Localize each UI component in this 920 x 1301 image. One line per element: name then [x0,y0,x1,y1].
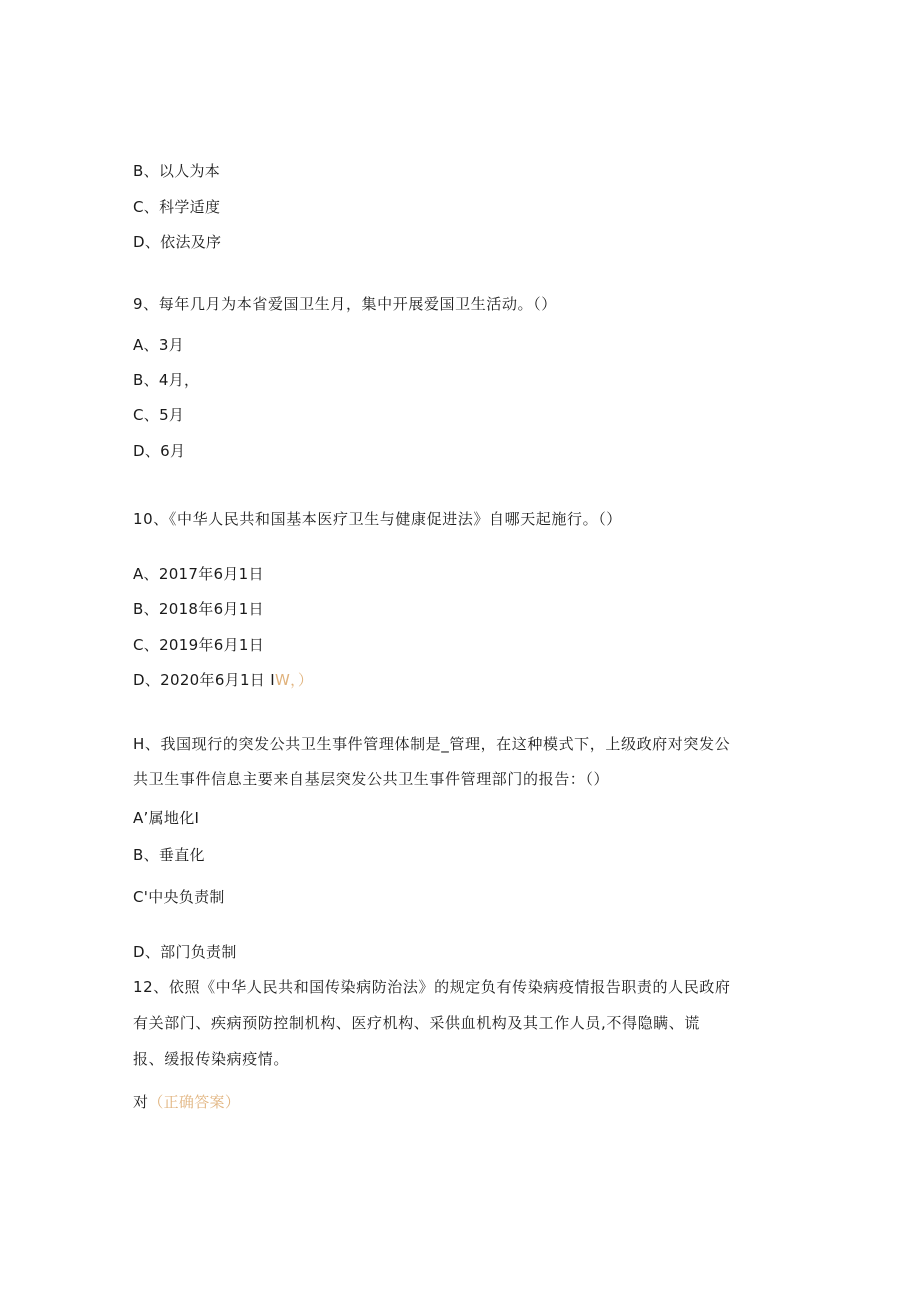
q8-option-c: C、科学适度 [133,198,221,216]
q11-option-c: C'中央负责制 [133,888,225,906]
q12-question-line-3: 报、缓报传染病疫情。 [133,1050,290,1068]
q10-option-a: A、2017年6月1日 [133,565,264,583]
q8-option-d: D、依法及序 [133,233,222,251]
q11-option-d: D、部门负责制 [133,943,237,961]
q8-option-b: B、以人为本 [133,162,221,180]
q10-option-d [133,670,313,690]
q10-answer-mark-prefix: I [270,671,275,689]
q12-answer-text: 对 [133,1093,149,1111]
q10-question: 10、《中华人民共和国基本医疗卫生与健康促进法》自哪天起施行。（） [133,510,622,528]
q9-option-b: B、4月， [133,371,200,389]
q9-question: 9、每年几月为本省爱国卫生月，集中开展爱国卫生活动。（） [133,295,557,313]
q12-answer-note: （正确答案） [148,1093,241,1111]
q10-option-c: C、2019年6月1日 [133,636,265,654]
q9-option-d: D、6月 [133,442,186,460]
q12-answer [133,1092,240,1112]
q11-option-b: B、垂直化 [133,846,205,864]
q10-option-b: B、2018年6月1日 [133,600,264,618]
q11-question-line-2: 共卫生事件信息主要来自基层突发公共卫生事件管理部门的报告：（） [133,770,610,788]
q12-question-line-1: 12、依照《中华人民共和国传染病防治法》的规定负有传染病疫情报告职责的人民政府 [133,978,731,996]
q10-option-d-text: D、2020年6月1日 [133,671,266,689]
q9-option-a: A、3月 [133,336,185,354]
q11-question-line-1: H、我国现行的突发公共卫生事件管理体制是_管理，在这种模式下，上级政府对突发公 [133,735,731,753]
q11-option-a: A’属地化I [133,809,200,827]
q10-answer-mark: W，） [274,671,314,689]
q12-question-line-2: 有关部门、疾病预防控制机构、医疗机构、采供血机构及其工作人员,不得隐瞒、谎 [133,1014,700,1032]
q9-option-c: C、5月 [133,406,185,424]
